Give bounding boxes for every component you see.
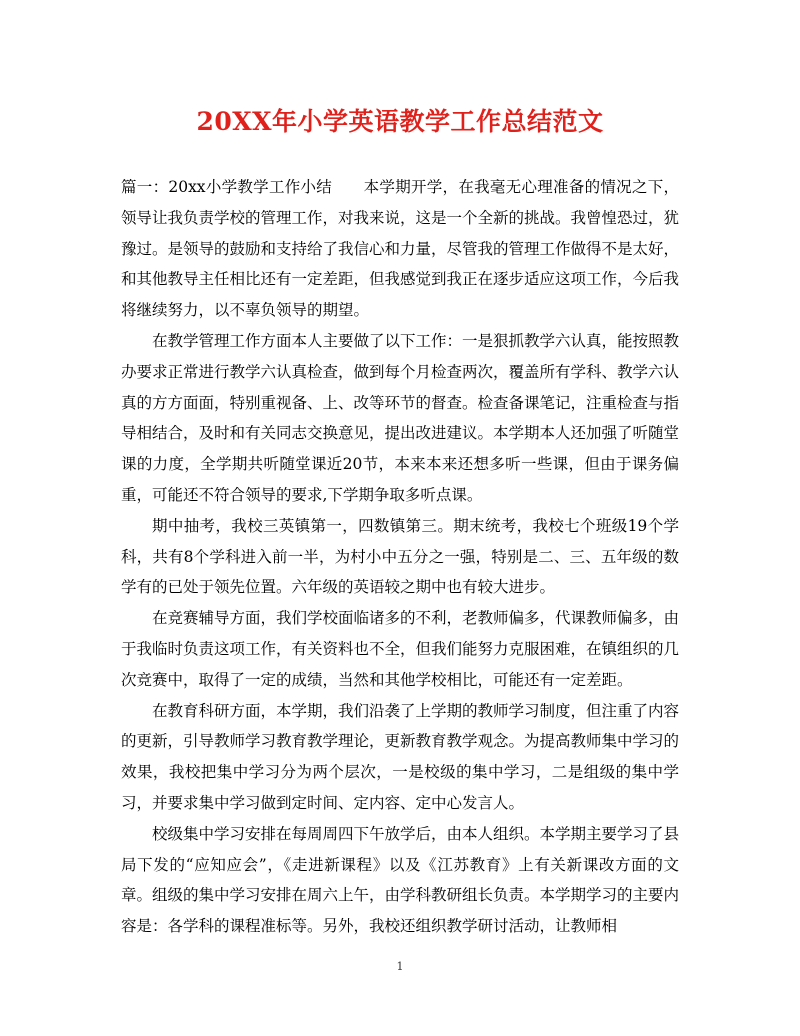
document-body bbox=[121, 172, 679, 942]
paragraph-4: 在竞赛辅导方面，我们学校面临诸多的不利，老教师偏多，代课教师偏多，由于我临时负责这项工作，有关资料也不全，但我们能努力克服困难，在镇组织的几次竞赛中，取得了一定的成绩，当然和其他学校相比，可能还有一定差距。 bbox=[121, 609, 680, 689]
paragraph-6: 校级集中学习安排在每周周四下午放学后，由本人组织。本学期主要学习了县局下发的“应知应会”，《走进新课程》以及《江苏教育》上有关新课改方面的文章。组级的集中学习安排在周六上午，由学科教研组长负责。本学期学习的主要内容是：各学科的课程准标等。另外，我校还组织教学研讨活动，让教师相 bbox=[121, 824, 680, 936]
document-title: 20XX年小学英语教学工作总结范文 bbox=[196, 107, 604, 136]
paragraph-1: 篇一：20xx小学教学工作小结 本学期开学，在我毫无心理准备的情况之下，领导让我负责学校的管理工作，对我来说，这是一个全新的挑战。我曾惶恐过，犹豫过。是领导的鼓励和支持给了我信心和力量，尽管我的管理工作做得不是太好，和其他教导主任相比还有一定差距，但我感觉到我正在逐步适应这项工作，今后我将继续努力，以不辜负领导的期望。 bbox=[121, 178, 680, 320]
paragraph-3: 期中抽考，我校三英镇第一，四数镇第三。期末统考，我校七个班级19个学科，共有8个学科进入前一半，为村小中五分之一强，特别是二、三、五年级的数学有的已处于领先位置。六年级的英语较之期中也有较大进步。 bbox=[121, 516, 679, 597]
paragraph-2: 在教学管理工作方面本人主要做了以下工作：一是狠抓教学六认真，能按照教办要求正常进行教学六认真检查，做到每个月检查两次，覆盖所有学科、教学六认真的方方面面，特别重视备、上、改等环节的督查。检查备课笔记，注重检查与指导相结合，及时和有关同志交换意见，提出改进建议。本学期本人还加强了听随堂课的力度，全学期共听随堂课近20节，本来本来还想多听一些课，但由于课务偏重，可能还不符合领导的要求,下学期争取多听点课。 bbox=[121, 331, 680, 504]
page-number: 1 bbox=[396, 960, 404, 973]
paragraph-5: 在教育科研方面，本学期，我们沿袭了上学期的教师学习制度，但注重了内容的更新，引导教师学习教育教学理论，更新教育教学观念。为提高教师集中学习的效果，我校把集中学习分为两个层次，一是校级的集中学习，二是组级的集中学习，并要求集中学习做到定时间、定内容、定中心发言人。 bbox=[121, 701, 680, 812]
